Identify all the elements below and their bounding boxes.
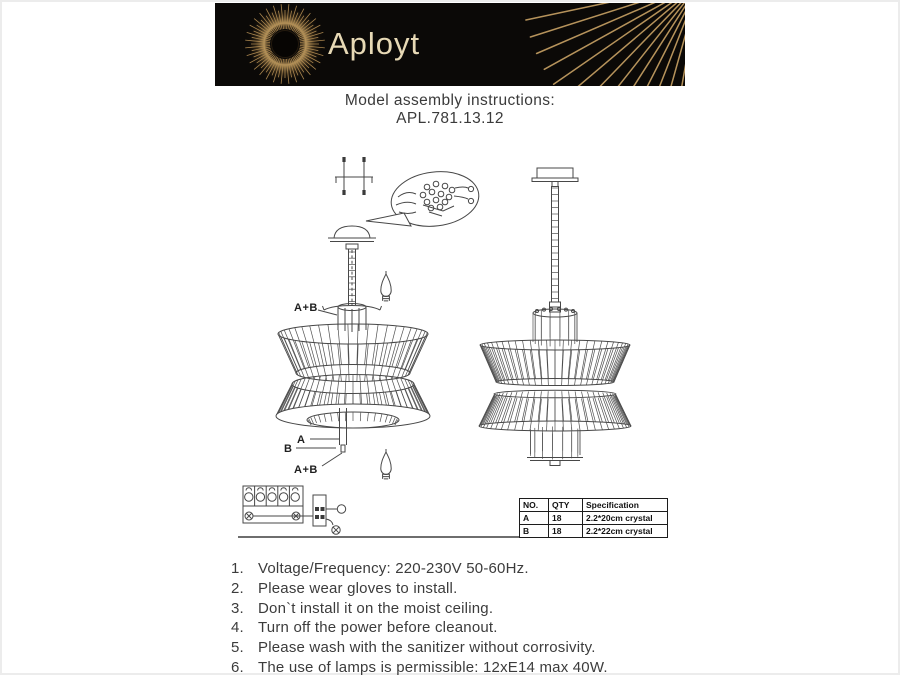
bulb-icon-upper	[381, 271, 391, 301]
label-b: B	[284, 443, 293, 455]
chain-drawing	[550, 186, 561, 312]
item-text: Don`t install it on the moist ceiling.	[258, 599, 494, 617]
list-item	[231, 559, 608, 579]
label-a: A	[297, 434, 306, 446]
table-row	[520, 525, 668, 538]
sunburst-logo-icon	[245, 4, 325, 84]
cell-spec: 2.2*22cm crystal	[583, 525, 668, 538]
side-view-drawing	[479, 168, 631, 466]
table-row	[520, 512, 668, 525]
spec-table-header-spec: Specification	[583, 499, 668, 512]
cell-no: A	[520, 512, 549, 525]
cell-qty: 18	[549, 525, 583, 538]
spec-table-header-no: NO.	[520, 499, 549, 512]
canopy-drawing	[328, 226, 376, 249]
hanging-rod-drawing	[349, 249, 356, 305]
sheet-title: Model assembly instructions:	[344, 92, 556, 109]
model-number: APL.781.13.12	[396, 110, 504, 127]
corner-rays-icon	[526, 3, 685, 86]
list-item	[231, 579, 608, 599]
ceiling-plate-drawing	[532, 168, 578, 187]
item-text: Please wear gloves to install.	[258, 579, 458, 597]
cell-qty: 18	[549, 512, 583, 525]
table-header-row	[520, 499, 668, 512]
list-item	[231, 638, 608, 658]
shade-holder-drawing	[323, 304, 382, 333]
item-number: 1.	[231, 560, 244, 577]
instructions-list	[231, 559, 608, 675]
item-number: 6.	[231, 658, 244, 675]
terminal-block-drawing	[243, 486, 313, 523]
item-text: Voltage/Frequency: 220-230V 50-60Hz.	[258, 560, 529, 577]
list-item	[231, 658, 608, 675]
list-item	[231, 599, 608, 619]
cell-no: B	[520, 525, 549, 538]
spec-table	[519, 498, 668, 538]
cone-upper	[480, 340, 630, 398]
label-bottom-holder: A+B	[294, 464, 318, 476]
item-number: 5.	[231, 639, 244, 657]
cone-lower	[479, 391, 631, 431]
spec-table-header-qty: QTY	[549, 499, 583, 512]
connector-drawing	[313, 495, 346, 534]
assembly-diagram	[150, 140, 730, 560]
label-top-holder: A+B	[294, 302, 318, 314]
list-item	[231, 618, 608, 638]
brand-banner	[215, 3, 685, 86]
crystal-cluster-bottom	[527, 427, 583, 466]
brand-name: Aployt	[328, 26, 421, 61]
item-number: 2.	[231, 579, 244, 597]
item-text: Turn off the power before cleanout.	[258, 619, 498, 637]
bulb-icon-lower	[381, 449, 391, 479]
item-number: 3.	[231, 599, 244, 617]
item-number: 4.	[231, 619, 244, 637]
banner-art	[215, 3, 685, 86]
item-text: Please wash with the sanitizer without corrosivity.	[258, 639, 596, 657]
item-text: The use of lamps is permissible: 12xE14 max 40W.	[258, 658, 608, 675]
mounting-bracket-drawing	[335, 157, 373, 195]
wiring-callout-drawing	[366, 167, 482, 231]
cell-spec: 2.2*20cm crystal	[583, 512, 668, 525]
title-block	[0, 92, 900, 128]
